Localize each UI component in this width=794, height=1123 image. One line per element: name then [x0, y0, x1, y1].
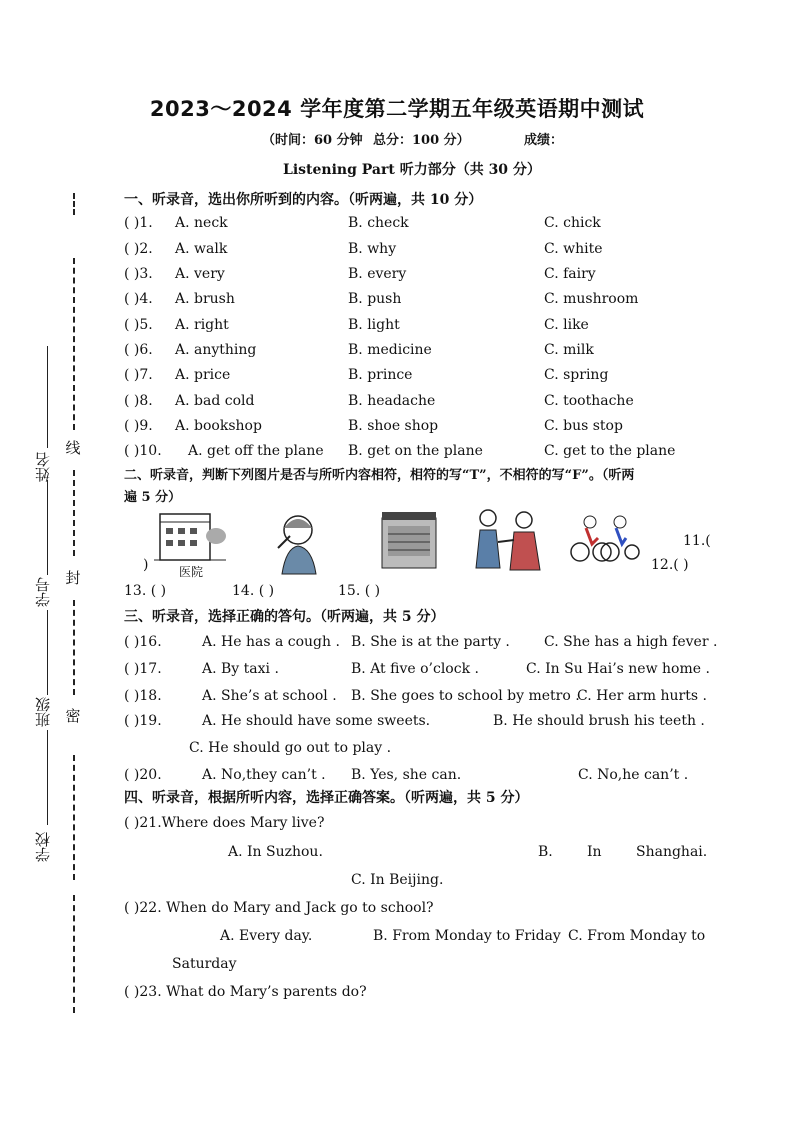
q21-option-b-place: Shanghai.: [636, 844, 708, 860]
name-label: 姓名: [34, 452, 52, 482]
q8-option-c: C. toothache: [544, 393, 634, 409]
section2-heading-cont: 遍 5 分）: [124, 490, 182, 505]
q7-number[interactable]: ( )7.: [124, 367, 153, 383]
q18-option-a: A. She’s at school .: [202, 688, 337, 704]
q3-number[interactable]: ( )3.: [124, 266, 153, 282]
q22-option-a: A. Every day.: [220, 928, 313, 944]
q4-option-a: A. brush: [175, 291, 235, 307]
q21-option-b-in: In: [587, 844, 602, 860]
q21-option-c: C. In Beijing.: [351, 872, 444, 888]
section1-heading: 一、听录音，选出你所听到的内容。（听两遍，共 10 分）: [124, 192, 483, 208]
school-label: 学校: [34, 832, 52, 862]
q4-option-b: B. push: [348, 291, 402, 307]
q16-option-a: A. He has a cough .: [202, 634, 340, 650]
q17-option-b: B. At five o’clock .: [351, 661, 479, 677]
q19-option-c: C. He should go out to play .: [189, 740, 392, 756]
q15-blank[interactable]: 15. ( ): [338, 583, 381, 599]
q16-option-c: C. She has a high fever .: [544, 634, 718, 650]
q2-option-b: B. why: [348, 241, 397, 257]
q1-option-a: A. neck: [175, 215, 228, 231]
q10-number[interactable]: ( )10.: [124, 443, 162, 459]
q17-number[interactable]: ( )17.: [124, 661, 162, 677]
q6-number[interactable]: ( )6.: [124, 342, 153, 358]
q3-option-a: A. very: [175, 266, 225, 282]
q2-option-a: A. walk: [175, 241, 228, 257]
q11-blank-close: ): [143, 557, 149, 573]
q22-option-b: B. From Monday to Friday: [373, 928, 561, 944]
q5-option-a: A. right: [175, 317, 229, 333]
q17-option-a: A. By taxi .: [202, 661, 279, 677]
listening-header: Listening Part 听力部分（共 30 分）: [283, 162, 541, 178]
q23-stem[interactable]: ( )23. What do Mary’s parents do?: [124, 984, 367, 1000]
q9-option-a: A. bookshop: [175, 418, 262, 434]
hospital-label: 医院: [179, 565, 204, 579]
q1-option-c: C. chick: [544, 215, 601, 231]
q5-option-b: B. light: [348, 317, 400, 333]
q4-number[interactable]: ( )4.: [124, 291, 153, 307]
q20-number[interactable]: ( )20.: [124, 767, 162, 783]
q5-option-c: C. like: [544, 317, 589, 333]
q21-option-b-letter: B.: [538, 844, 553, 860]
q16-number[interactable]: ( )16.: [124, 634, 162, 650]
q22-stem[interactable]: ( )22. When do Mary and Jack go to school?: [124, 900, 434, 916]
section4-heading: 四、听录音，根据所听内容，选择正确答案。（听两遍，共 5 分）: [124, 790, 529, 806]
exam-title: 2023～2024 学年度第二学期五年级英语期中测试: [149, 97, 645, 121]
building-picture: [378, 508, 440, 572]
q21-stem[interactable]: ( )21.Where does Mary live?: [124, 815, 325, 831]
q11-blank[interactable]: 11.(: [683, 533, 711, 549]
score-label: 成绩：: [524, 133, 564, 148]
seal-word: 封: [65, 569, 81, 587]
q18-option-b: B. She goes to school by metro .: [351, 688, 580, 704]
q13-blank[interactable]: 13. ( ): [124, 583, 167, 599]
q9-option-b: B. shoe shop: [348, 418, 439, 434]
q20-option-c: C. No,he can’t .: [578, 767, 689, 783]
q7-option-c: C. spring: [544, 367, 609, 383]
q22-option-c-cont: Saturday: [172, 956, 237, 972]
time-limit: （时间：60 分钟: [262, 133, 363, 148]
q19-number[interactable]: ( )19.: [124, 713, 162, 729]
q2-option-c: C. white: [544, 241, 603, 257]
q14-blank[interactable]: 14. ( ): [232, 583, 275, 599]
q18-number[interactable]: ( )18.: [124, 688, 162, 704]
people-picture: [468, 506, 546, 574]
q10-option-b: B. get on the plane: [348, 443, 483, 459]
sick-girl-picture: [268, 508, 324, 576]
q7-option-a: A. price: [175, 367, 231, 383]
section2-heading: 二、听录音，判断下列图片是否与所听内容相符，相符的写“T”，不相符的写“F”。（听两: [124, 468, 635, 483]
q2-number[interactable]: ( )2.: [124, 241, 153, 257]
q9-number[interactable]: ( )9.: [124, 418, 153, 434]
q16-option-b: B. She is at the party .: [351, 634, 510, 650]
q6-option-a: A. anything: [175, 342, 257, 358]
q12-blank[interactable]: 12.( ): [651, 557, 689, 573]
q1-number[interactable]: ( )1.: [124, 215, 153, 231]
q10-option-a: A. get off the plane: [188, 443, 324, 459]
q18-option-c: C. Her arm hurts .: [577, 688, 707, 704]
section3-heading: 三、听录音，选择正确的答句。（听两遍，共 5 分）: [124, 609, 445, 625]
student-no-label: 学号: [34, 577, 52, 607]
q10-option-c: C. get to the plane: [544, 443, 676, 459]
q7-option-b: B. prince: [348, 367, 413, 383]
total-score: 总分：100 分）: [373, 133, 470, 148]
q8-number[interactable]: ( )8.: [124, 393, 153, 409]
q19-option-b: B. He should brush his teeth .: [493, 713, 705, 729]
q6-option-c: C. milk: [544, 342, 594, 358]
q9-option-c: C. bus stop: [544, 418, 623, 434]
q20-option-b: B. Yes, she can.: [351, 767, 462, 783]
class-label: 班级: [34, 697, 52, 727]
q21-option-a: A. In Suzhou.: [228, 844, 323, 860]
bike-picture: [568, 514, 640, 564]
q22-option-c: C. From Monday to: [568, 928, 706, 944]
q19-option-a: A. He should have some sweets.: [202, 713, 431, 729]
q1-option-b: B. check: [348, 215, 409, 231]
q5-number[interactable]: ( )5.: [124, 317, 153, 333]
q8-option-a: A. bad cold: [175, 393, 255, 409]
secret-word: 密: [65, 707, 81, 725]
q6-option-b: B. medicine: [348, 342, 432, 358]
q3-option-c: C. fairy: [544, 266, 596, 282]
seal-line-word: 线: [65, 439, 81, 457]
q20-option-a: A. No,they can’t .: [202, 767, 326, 783]
q3-option-b: B. every: [348, 266, 407, 282]
q8-option-b: B. headache: [348, 393, 436, 409]
q4-option-c: C. mushroom: [544, 291, 639, 307]
q17-option-c: C. In Su Hai’s new home .: [526, 661, 710, 677]
